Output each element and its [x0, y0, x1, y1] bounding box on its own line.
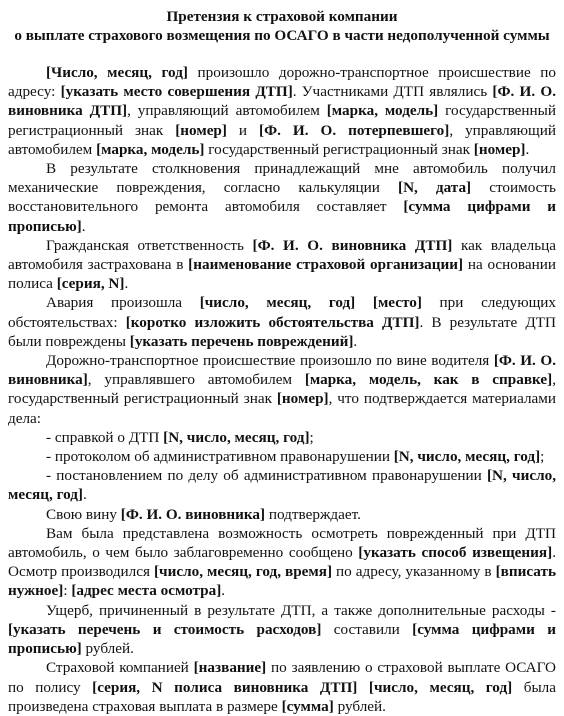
placeholder-field: [Ф. И. О. виновника] — [8, 352, 556, 389]
paragraph-text — [357, 679, 369, 696]
paragraph-text: рублей. — [81, 640, 134, 658]
placeholder-field: [марка, модель] — [96, 140, 205, 158]
placeholder-field: [указать способ извещения] — [358, 544, 553, 562]
paragraph-text — [355, 294, 373, 311]
placeholder-field: [адрес места осмотра] — [71, 582, 222, 600]
paragraph-text: произошло дорожно-транспортное происшествие по адресу: — [8, 64, 556, 101]
paragraph-text: , что подтверждается материалами дела: — [8, 390, 556, 427]
placeholder-field: [Число, месяц, год] — [46, 64, 188, 81]
paragraph — [8, 293, 556, 351]
placeholder-field: [номер] — [276, 390, 329, 408]
paragraph-text: на основании полиса — [8, 256, 556, 293]
paragraph-text: Гражданская ответственность — [46, 236, 253, 254]
paragraph-text: подтверждает. — [265, 505, 361, 523]
placeholder-field: [место] — [372, 294, 422, 312]
placeholder-field: [вписать нужное] — [8, 563, 556, 600]
title-line-1: Претензия к страховой компании — [166, 8, 398, 25]
placeholder-field: [N, число, месяц, год] — [163, 428, 310, 446]
paragraph — [8, 351, 556, 428]
paragraph-text: , государственный регистрационный знак — [8, 371, 556, 408]
document-title — [8, 8, 556, 45]
paragraph — [8, 63, 556, 159]
placeholder-field: [серия, N] — [56, 275, 125, 293]
paragraph — [8, 524, 556, 601]
placeholder-field: [марка, модель, как в справке] — [304, 371, 553, 389]
paragraph-text: . — [124, 275, 129, 293]
title-line-2: о выплате страхового возмещения по ОСАГО в части недополученной суммы — [14, 26, 550, 44]
paragraph — [8, 505, 556, 524]
paragraph-text: . Участниками ДТП являлись — [292, 83, 493, 101]
paragraph — [8, 466, 556, 504]
placeholder-field: [Ф. И. О. виновника ДТП] — [252, 236, 453, 254]
paragraph-text: : — [63, 582, 72, 600]
paragraph-text: , управляющий автомобилем — [127, 102, 327, 120]
paragraph-text: . — [353, 332, 358, 350]
paragraph-text: - постановлением по делу об административном правонарушении — [46, 467, 487, 485]
paragraph — [8, 236, 556, 294]
document-body — [8, 63, 556, 716]
placeholder-field: [N, дата] — [398, 179, 472, 197]
paragraph-text: государственный регистрационный знак — [204, 140, 474, 158]
paragraph-text: была произведена страховая выплата в размере — [8, 678, 556, 715]
paragraph — [8, 601, 556, 659]
paragraph-text: Свою вину — [46, 505, 121, 523]
paragraph-text: стоимость восстановительного ремонта автомобиля составляет — [8, 179, 556, 216]
placeholder-field: [серия, N полиса виновника ДТП] — [92, 678, 358, 696]
placeholder-field: [коротко изложить обстоятельства ДТП] — [125, 313, 420, 331]
paragraph-text: , управлявшего автомобилем — [87, 371, 305, 389]
placeholder-field: [N, число, месяц, год] — [8, 467, 556, 504]
placeholder-field: [номер] — [175, 121, 227, 139]
paragraph-text: рублей. — [333, 697, 386, 715]
placeholder-field: [указать перечень повреждений] — [129, 332, 354, 350]
placeholder-field: [Ф. И. О. потерпевшего] — [259, 121, 450, 139]
paragraph-text: составили — [321, 620, 413, 638]
placeholder-field: [указать место совершения ДТП] — [60, 83, 293, 101]
paragraph-text: - справкой о ДТП — [46, 428, 164, 446]
paragraph — [8, 428, 556, 447]
paragraph-text: - протоколом об административном правонарушении — [46, 448, 394, 466]
paragraph-text: . — [83, 486, 87, 504]
placeholder-field: [Ф. И. О. виновника ДТП] — [8, 83, 556, 120]
paragraph-text: Дорожно-транспортное происшествие произошло по вине водителя — [46, 352, 494, 370]
placeholder-field: [число, месяц, год, время] — [154, 563, 333, 581]
paragraph-text: государственный регистрационный знак — [8, 102, 557, 139]
paragraph-text: ; — [540, 448, 545, 466]
placeholder-field: [указать перечень и стоимость расходов] — [8, 620, 322, 638]
placeholder-field: [наименование страховой организации] — [188, 256, 464, 274]
paragraph-text: В результате столкновения принадлежащий мне автомобиль получил механические повреждения, согласно калькуляции — [8, 160, 556, 197]
paragraph-text: ; — [309, 428, 314, 446]
paragraph-text: по адресу, указанному в — [332, 563, 496, 581]
placeholder-field: [марка, модель] — [326, 102, 439, 120]
placeholder-field: [номер] — [473, 140, 526, 158]
paragraph-text: . — [525, 140, 530, 158]
paragraph-text: . — [221, 582, 226, 600]
placeholder-field: [Ф. И. О. виновника] — [120, 505, 266, 523]
placeholder-field: [название] — [193, 659, 267, 677]
paragraph-text: . В результате ДТП были повреждены — [8, 313, 556, 350]
placeholder-field: [число, месяц, год] — [199, 294, 356, 312]
paragraph-text: . — [81, 217, 86, 235]
placeholder-field: [N, число, месяц, год] — [393, 448, 541, 466]
paragraph-text: Вам была представлена возможность осмотреть поврежденный при ДТП автомобиль, о чем было заблаговременно сообщено — [8, 524, 556, 562]
paragraph-text: и — [226, 121, 260, 139]
paragraph — [8, 159, 556, 236]
paragraph-text: Страховой компанией — [46, 659, 194, 677]
paragraph-text: Авария произошла — [46, 294, 200, 312]
placeholder-field: [сумма] — [281, 697, 334, 715]
paragraph-text: Ущерб, причиненный в результате ДТП, а также дополнительные расходы - — [46, 601, 556, 619]
paragraph — [8, 447, 556, 466]
paragraph-text: по заявлению о страховой выплате ОСАГО по полису — [8, 659, 556, 696]
placeholder-field: [сумма цифрами и прописью] — [8, 620, 556, 658]
paragraph-text: . Осмотр производился — [8, 544, 556, 581]
paragraph-text: , управляющий автомобилем — [8, 121, 556, 158]
placeholder-field: [число, месяц, год] — [368, 678, 513, 696]
placeholder-field: [сумма цифрами и прописью] — [8, 198, 556, 235]
paragraph — [8, 658, 556, 716]
paragraph-text: как владельца автомобиля застрахована в — [8, 236, 556, 274]
paragraph-text: при следующих обстоятельствах: — [8, 294, 557, 331]
